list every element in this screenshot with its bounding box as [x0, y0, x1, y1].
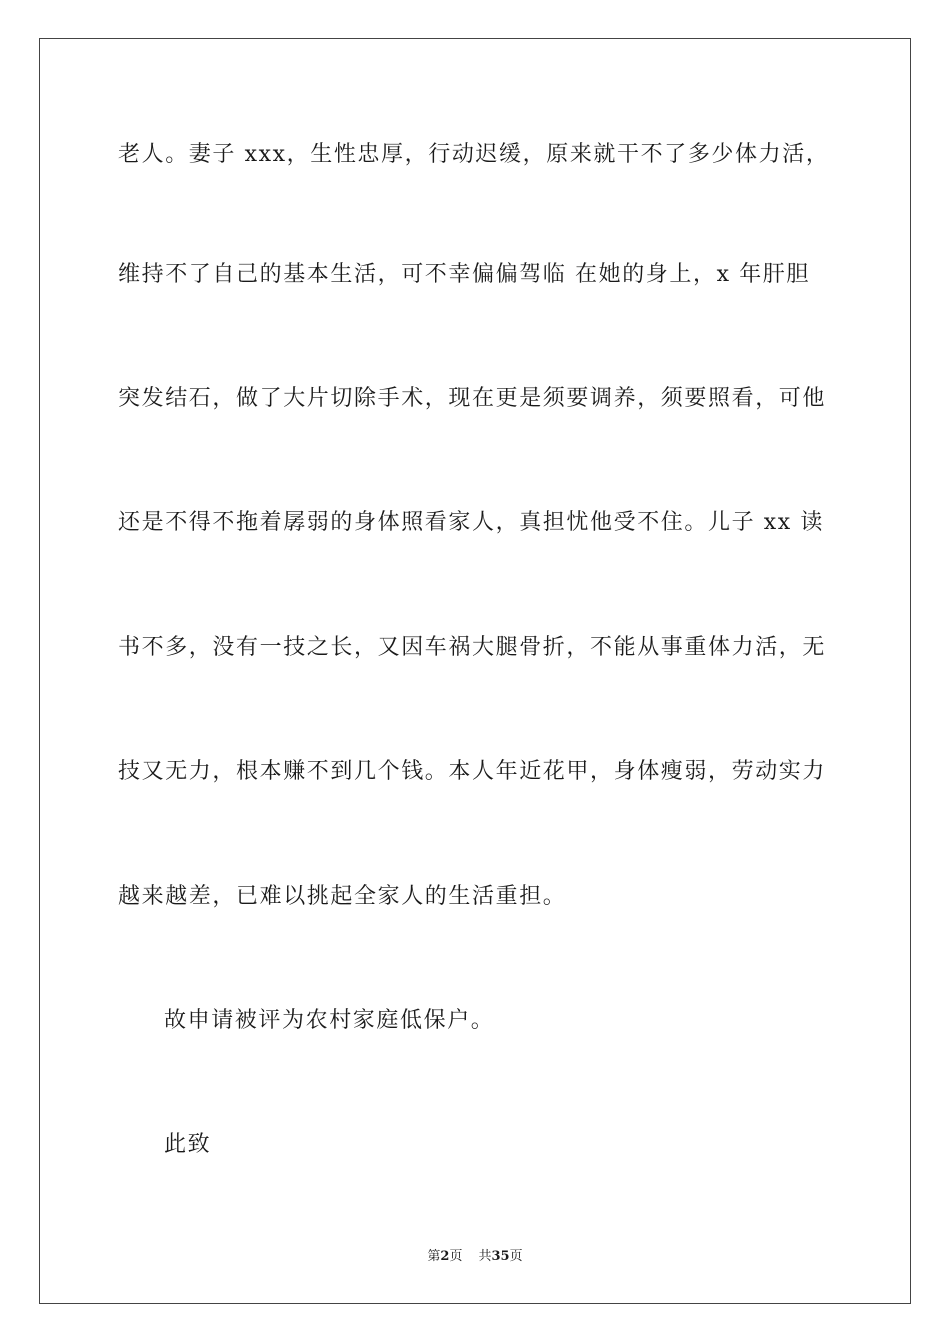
- body-line-6: 技又无力，根本赚不到几个钱。本人年近花甲，身体瘦弱，劳动实力: [118, 759, 827, 784]
- body-line-1: 老人。妻子 xxx，生性忠厚，行动迟缓，原来就干不了多少体力活，: [118, 142, 830, 167]
- footer-page-prefix: 第: [427, 1249, 441, 1264]
- page-footer: [0, 1248, 950, 1266]
- footer-total-prefix: 共: [478, 1249, 492, 1264]
- body-line-4: 还是不得不拖着孱弱的身体照看家人，真担忧他受不住。儿子 xx 读: [118, 510, 825, 535]
- body-line-3: 突发结石，做了大片切除手术，现在更是须要调养，须要照看，可他: [118, 386, 827, 411]
- footer-total-suffix: 页: [509, 1249, 523, 1264]
- body-line-7: 越来越差，已难以挑起全家人的生活重担。: [118, 884, 567, 909]
- closing-line: 此致: [164, 1132, 212, 1157]
- body-line-5: 书不多，没有一技之长，又因车祸大腿骨折，不能从事重体力活，无: [118, 635, 827, 660]
- body-line-2: 维持不了自己的基本生活，可不幸偏偏驾临 在她的身上，x 年肝胆: [118, 262, 810, 287]
- request-line: 故申请被评为农村家庭低保户。: [164, 1008, 495, 1033]
- footer-page-suffix: 页: [449, 1249, 463, 1264]
- footer-page-number: 2: [440, 1249, 450, 1264]
- page-border: [39, 38, 911, 1304]
- footer-total-pages: 35: [491, 1249, 510, 1264]
